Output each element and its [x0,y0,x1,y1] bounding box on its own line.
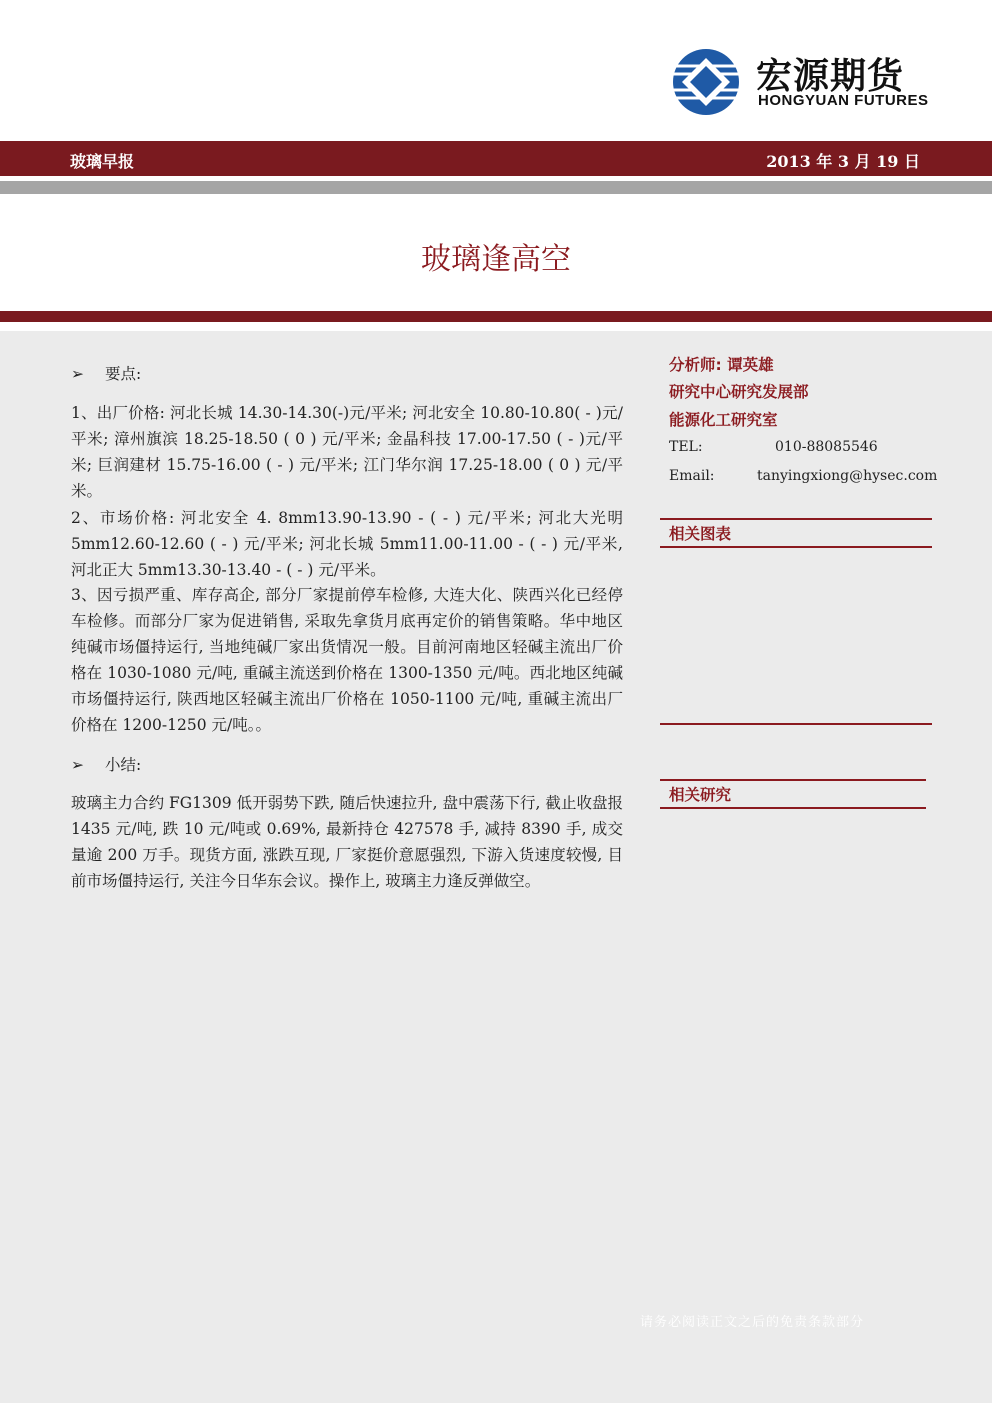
bullet-arrow-icon: ➢ [71,756,84,774]
bullet-arrow-icon: ➢ [71,365,84,383]
header-grey-rule [0,181,992,194]
disclaimer-note: 请务必阅读正文之后的免责条款部分 [640,1315,865,1330]
summary-heading-label: 小结: [105,756,142,774]
related-research-bottom-rule [660,807,926,809]
tel-value: 010-88085546 [775,439,878,455]
related-charts-end-rule [660,723,932,725]
report-section: 玻璃早报 [70,152,135,171]
logo-name-cn: 宏源期货 [756,56,905,97]
points-heading-label: 要点: [105,365,142,383]
related-charts-top-rule [660,518,932,520]
hongyuan-logo-icon [672,48,740,116]
email-label: Email: [669,468,715,484]
factory-price-paragraph: 1、出厂价格: 河北长城 14.30-14.30(-)元/平米; 河北安全 10.80-10.80( - )元/平米; 漳州旗滨 18.25-18.50 ( 0 ) 元/平米; 金晶科技 17.00-17.50 ( - )元/平米; 巨润建材 15.75-16.00 ( - ) 元/平米; 江门华尔润 17.25-18.00 ( 0 ) 元/平米。 [71,404,623,500]
report-date: 2013 年 3 月 19 日 [766,152,920,171]
analyst-name: 分析师: 谭英雄 [669,356,774,374]
title-rule [0,311,992,322]
email-value: tanyingxiong@hysec.com [757,468,938,484]
summary-heading [71,753,141,775]
related-research-label: 相关研究 [669,786,732,804]
header-band [0,141,992,176]
related-charts-label: 相关图表 [669,525,732,543]
related-charts-bottom-rule [660,546,932,548]
company-logo [672,46,932,116]
page-title: 玻璃逢高空 [421,242,571,277]
industry-paragraph: 3、因亏损严重、库存高企, 部分厂家提前停车检修, 大连大化、陕西兴化已经停车检修。而部分厂家为促进销售, 采取先拿货月底再定价的销售策略。华中地区纯碱市场僵持运行, 当地纯碱厂家出货情况一般。目前河南地区轻碱主流出厂价格在 1030-1080 元/吨, 重碱主流送到价格在 1300-1350 元/吨。西北地区纯碱市场僵持运行, 陕西地区轻碱主流出厂价格在 1050-1100 元/吨, 重碱主流出厂价格在 1200-1250 元/吨。。 [71,586,623,734]
related-research-top-rule [660,779,926,781]
department-name: 研究中心研究发展部 [669,383,809,401]
market-price-paragraph: 2、市场价格: 河北安全 4. 8mm13.90-13.90 - ( - ) 元/平米; 河北大光明 5mm12.60-12.60 ( - ) 元/平米; 河北长城 5mm11.00-11.00 - ( - ) 元/平米, 河北正大 5mm13.30-13.40 - ( - ) 元/平米。 [71,509,623,579]
logo-name-en: HONGYUAN FUTURES [758,92,929,109]
division-name: 能源化工研究室 [669,411,778,429]
summary-paragraph: 玻璃主力合约 FG1309 低开弱势下跌, 随后快速拉升, 盘中震荡下行, 截止收盘报 1435 元/吨, 跌 10 元/吨或 0.69%, 最新持仓 427578 手, 减持 8390 手, 成交量逾 200 万手。现货方面, 涨跌互现, 厂家挺价意愿强烈, 下游入货速度较慢, 目前市场僵持运行, 关注今日华东会议。操作上, 玻璃主力逢反弹做空。 [71,794,623,890]
tel-label: TEL: [669,439,703,455]
points-heading [71,362,141,384]
related-charts-header [660,518,932,546]
related-research-header [660,779,926,807]
